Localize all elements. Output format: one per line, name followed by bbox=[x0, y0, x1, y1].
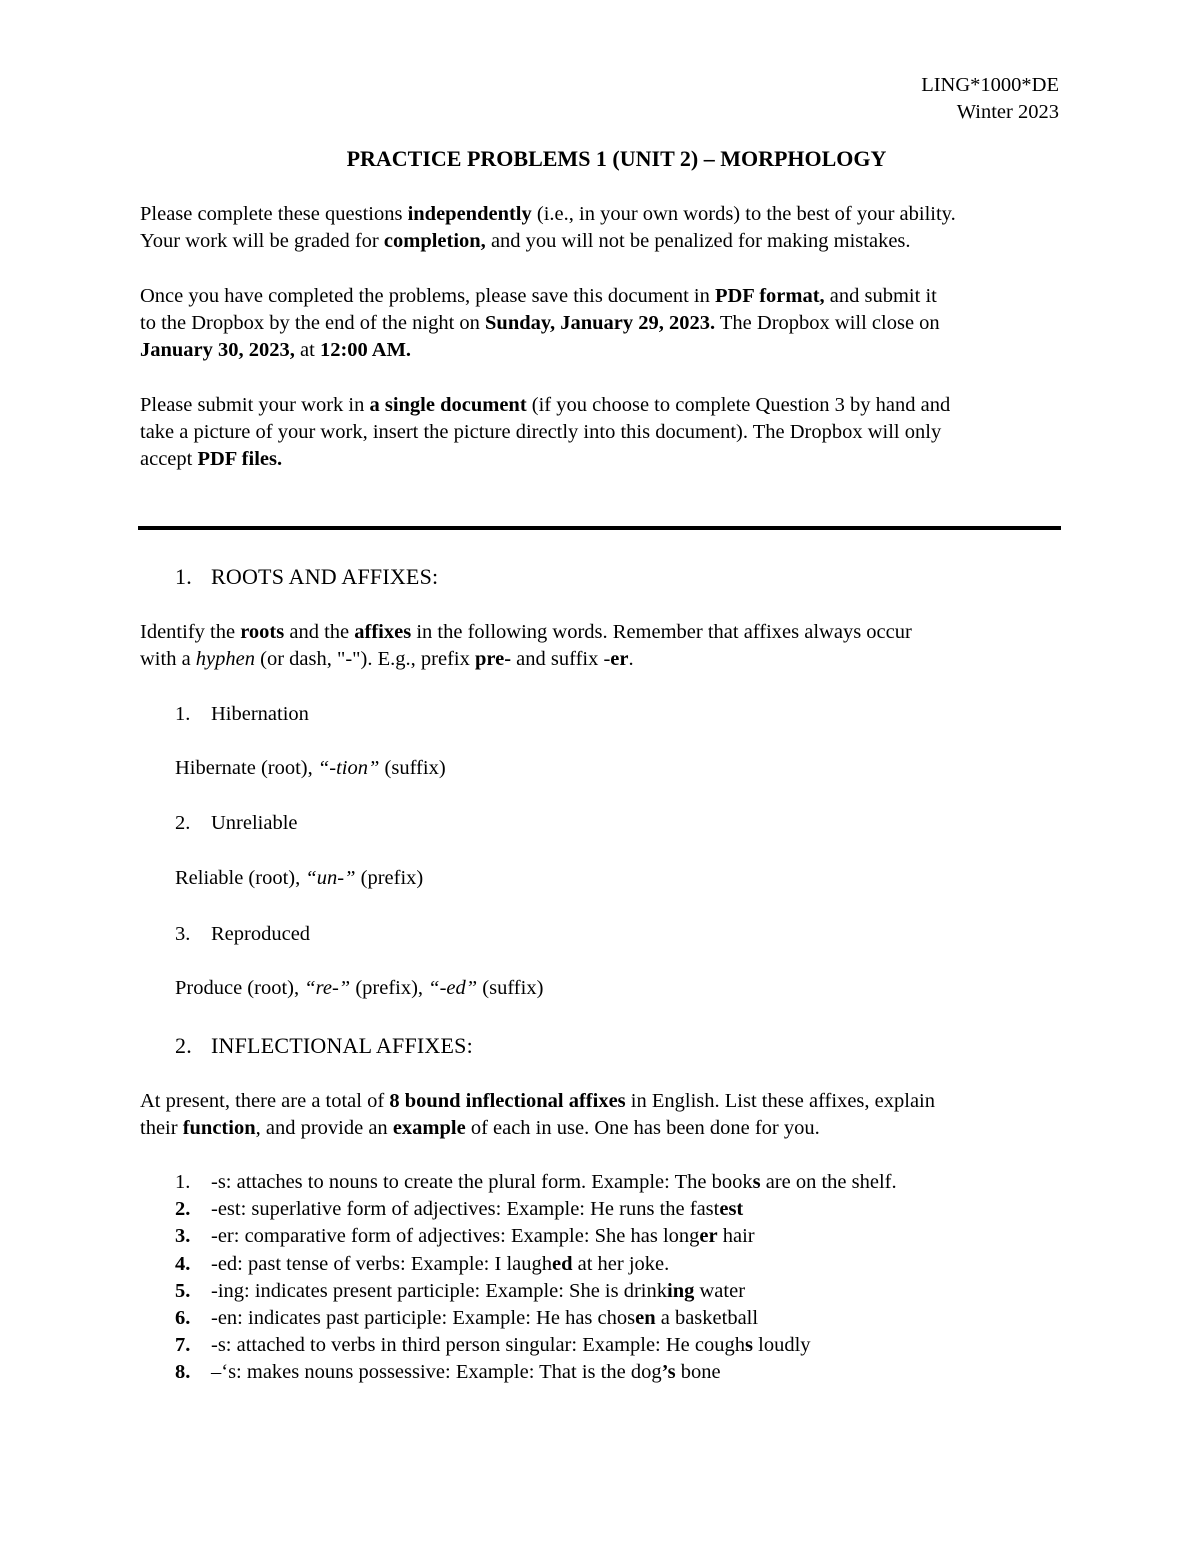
course-header bbox=[921, 72, 1059, 126]
question-item: 2. Unreliable bbox=[175, 812, 298, 834]
list-item: 1. -s: attaches to nouns to create the plural form. Example: The books are on the shelf. bbox=[175, 1171, 897, 1193]
list-item: 5. -ing: indicates present participle: Example: She is drinking water bbox=[175, 1279, 746, 1302]
list-item: 6. -en: indicates past participle: Example: He has chosen a basketball bbox=[175, 1306, 759, 1329]
list-item: 8. –‘s: makes nouns possessive: Example: That is the dog’s bone bbox=[175, 1361, 721, 1384]
answer-text: Hibernate (root), “-tion” (suffix) bbox=[175, 757, 446, 779]
page-title: PRACTICE PROBLEMS 1 (UNIT 2) – MORPHOLOGY bbox=[346, 146, 887, 171]
answer-text: Reliable (root), “un-” (prefix) bbox=[175, 867, 424, 889]
section-2-heading: 2. INFLECTIONAL AFFIXES: bbox=[175, 1033, 473, 1058]
answer-text: Produce (root), “re-” (prefix), “-ed” (suffix) bbox=[175, 977, 544, 999]
intro-paragraph-3: Please submit your work in a single document (if you choose to complete Question 3 by hand and take a picture of your work, insert the picture directly into this document). The Dropbox will only accept PDF files. bbox=[140, 394, 951, 470]
section-1-heading: 1. ROOTS AND AFFIXES: bbox=[175, 564, 439, 589]
intro-paragraph-1: Please complete these questions independently (i.e., in your own words) to the best of your ability. Your work will be graded for completion, and you will not be penalized for making mistakes. bbox=[140, 203, 956, 252]
intro-paragraph-2: Once you have completed the problems, please save this document in PDF format, and submit it to the Dropbox by the end of the night on Sunday, January 29, 2023. The Dropbox will close on January 30, 2023, at 12:00 AM. bbox=[140, 285, 940, 361]
course-code: LING*1000*DE bbox=[921, 74, 1059, 96]
course-term: Winter 2023 bbox=[956, 101, 1059, 123]
section-divider bbox=[138, 526, 1061, 530]
question-item: 1. Hibernation bbox=[175, 703, 309, 725]
list-item: 4. -ed: past tense of verbs: Example: I laughed at her joke. bbox=[175, 1252, 670, 1275]
list-item: 7. -s: attached to verbs in third person singular: Example: He coughs loudly bbox=[175, 1334, 811, 1357]
inflectional-affix-list bbox=[175, 1169, 897, 1387]
section-1-instructions: Identify the roots and the affixes in the following words. Remember that affixes always occur with a hyphen (or dash, "-"). E.g., prefix pre- and suffix -er. bbox=[140, 621, 912, 670]
list-item: 3. -er: comparative form of adjectives: Example: She has longer hair bbox=[175, 1225, 755, 1248]
list-item: 2. -est: superlative form of adjectives: Example: He runs the fastest bbox=[175, 1198, 744, 1221]
section-2-instructions: At present, there are a total of 8 bound inflectional affixes in English. List these affixes, explain their function, and provide an example of each in use. One has been done for you. bbox=[140, 1090, 935, 1139]
question-item: 3. Reproduced bbox=[175, 923, 311, 945]
